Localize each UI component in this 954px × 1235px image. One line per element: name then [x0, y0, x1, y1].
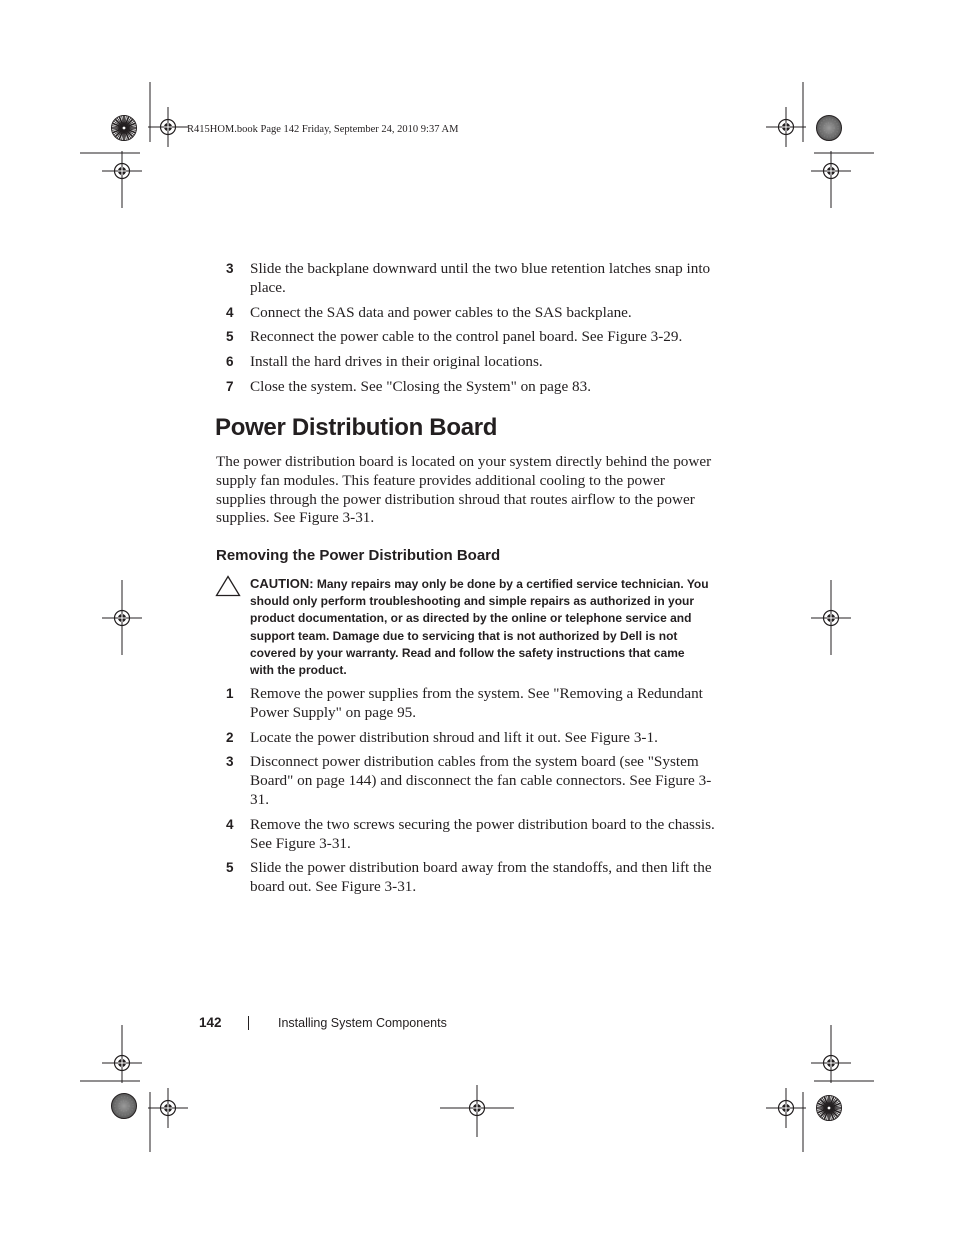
step-text: Locate the power distribution shroud and lift it out. See Figure 3-1.: [250, 728, 658, 746]
step-text: Disconnect power distribution cables from the system board (see "System Board" on page 144) and disconnect the fan cable connectors. See Figure 3-31.: [250, 753, 712, 808]
list-item: [216, 753, 716, 809]
step-number: 7: [226, 378, 234, 394]
caution-note: [215, 575, 715, 679]
caution-label: CAUTION:: [250, 576, 314, 591]
subsection-title: Removing the Power Distribution Board: [216, 547, 501, 564]
step-number: 5: [226, 860, 234, 876]
step-number: 1: [226, 686, 234, 701]
list-item: [216, 859, 716, 897]
step-text: Reconnect the power cable to the control panel board. See Figure 3-29.: [250, 328, 683, 346]
print-slug: R415HOM.book Page 142 Friday, September 24, 2010 9:37 AM: [187, 124, 459, 135]
step-text: Install the hard drives in their original locations.: [250, 353, 543, 371]
list-item: [216, 729, 716, 748]
footer-divider: [248, 1016, 249, 1030]
step-text: Connect the SAS data and power cables to the SAS backplane.: [250, 303, 632, 321]
step-number: 6: [226, 354, 234, 370]
step-text: Remove the two screws securing the power distribution board to the chassis. See Figure 3-31.: [250, 815, 715, 852]
step-number: 2: [226, 729, 234, 745]
list-item: [216, 260, 716, 298]
section-intro: The power distribution board is located on your system directly behind the power supply fan modules. This feature provides additional cooling to the power supplies through the power distribution shroud that routes airflow to the power supplies. See Figure 3-31.: [216, 453, 712, 527]
caution-text: Many repairs may only be done by a certified service technician. You should only perform troubleshooting and simple repairs as authorized in your product documentation, or as directed by the online or telephone service and support team. Damage due to servicing that is not authorized by Dell is not covered by your warranty. Read and follow the safety instructions that came with the product.: [250, 577, 709, 678]
list-item: [216, 328, 716, 347]
step-text: Remove the power supplies from the system. See "Removing a Redundant Power Supply" on page 95.: [250, 685, 703, 721]
footer-chapter-title: Installing System Components: [278, 1016, 447, 1030]
section-title: Power Distribution Board: [215, 414, 498, 441]
list-item: [216, 816, 716, 854]
reinstall-steps-list: [216, 260, 716, 403]
step-number: 4: [226, 816, 234, 832]
step-number: 3: [226, 754, 234, 770]
caution-body: [250, 575, 710, 679]
step-text: Slide the backplane downward until the two blue retention latches snap into place.: [250, 260, 711, 296]
list-item: [216, 353, 716, 372]
step-text: Slide the power distribution board away from the standoffs, and then lift the board out. See Figure 3-31.: [250, 859, 712, 896]
step-text: Close the system. See "Closing the System" on page 83.: [250, 377, 592, 395]
page-number: 142: [199, 1015, 222, 1030]
step-number: 5: [226, 329, 234, 345]
caution-triangle-icon: [215, 575, 241, 597]
removal-steps-list: [216, 685, 716, 903]
step-number: 3: [226, 261, 234, 276]
list-item: [216, 304, 716, 323]
step-number: 4: [226, 304, 234, 320]
list-item: [216, 685, 716, 723]
list-item: [216, 378, 716, 397]
